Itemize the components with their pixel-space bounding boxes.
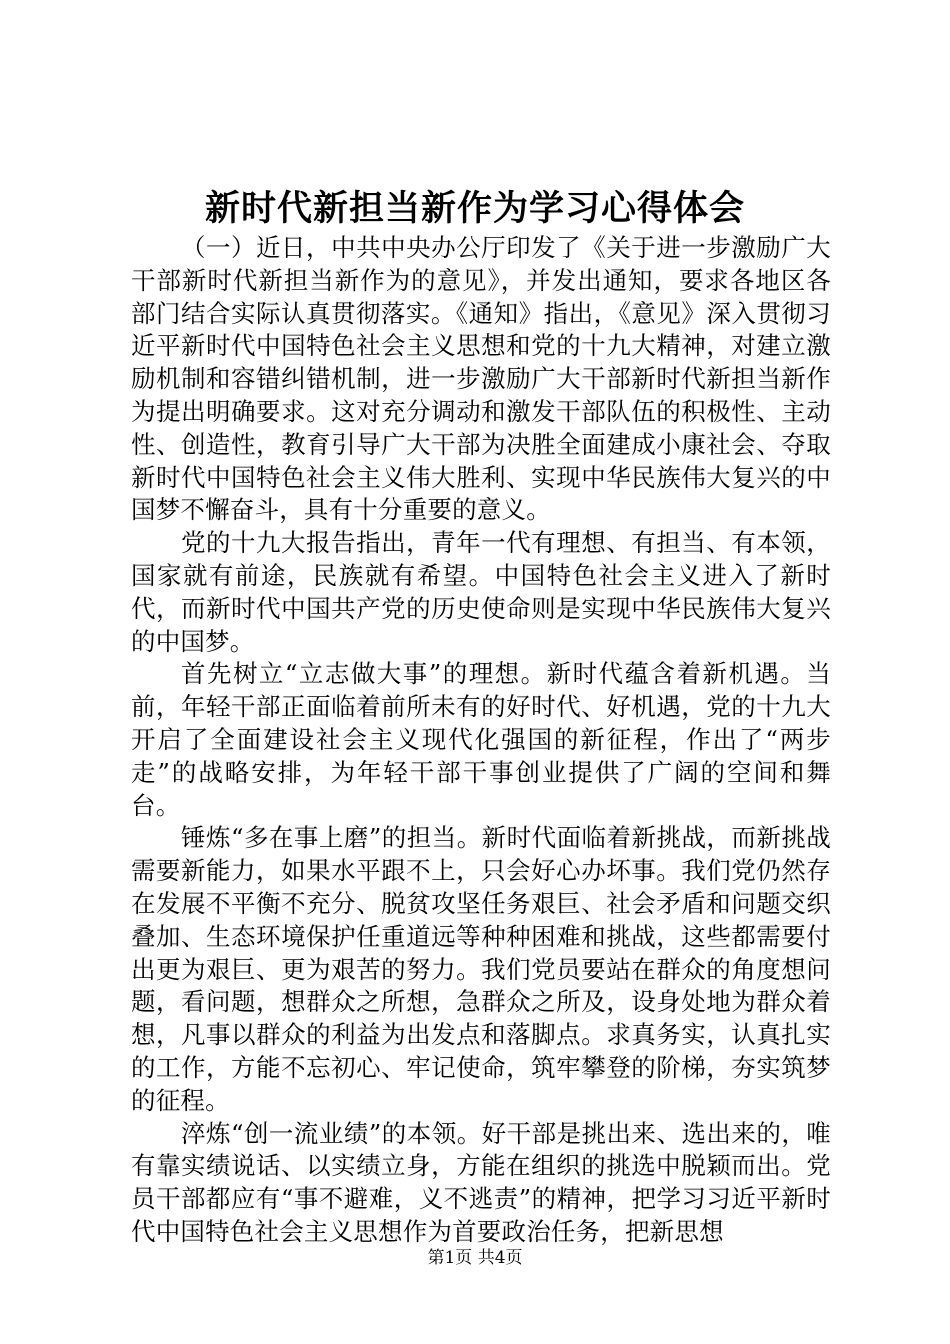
- paragraph: 淬炼“创一流业绩”的本领。好干部是挑出来、选出来的，唯有靠实绩说话、以实绩立身，方能在组织的挑选中脱颖而出。党员干部都应有“事不避难，义不逃责”的精神，把学习习近平新时代中国特色社会主义思想作为首要政治任务，把新思想: [131, 1118, 831, 1246]
- document-title: 新时代新担当新作为学习心得体会: [204, 188, 745, 229]
- paragraph: （一）近日，中共中央办公厅印发了《关于进一步激励广大干部新时代新担当新作为的意见》，并发出通知，要求各地区各部门结合实际认真贯彻落实。《通知》指出，《意见》深入贯彻习近平新时代中国特色社会主义思想和党的十九大精神，对建立激励机制和容错纠错机制，进一步激励广大干部新时代新担当新作为提出明确要求。这对充分调动和激发干部队伍的积极性、主动性、创造性，教育引导广大干部为决胜全面建成小康社会、夺取新时代中国特色社会主义伟大胜利、实现中华民族伟大复兴的中国梦不懈奋斗，具有十分重要的意义。: [131, 233, 831, 525]
- paragraph: 首先树立“立志做大事”的理想。新时代蕴含着新机遇。当前，年轻干部正面临着前所未有的好时代、好机遇，党的十九大开启了全面建设社会主义现代化强国的新征程，作出了“两步走”的战略安排，为年轻干部干事创业提供了广阔的空间和舞台。: [131, 659, 831, 820]
- paragraph: 党的十九大报告指出，青年一代有理想、有担当、有本领，国家就有前途，民族就有希望。中国特色社会主义进入了新时代，而新时代中国共产党的历史使命则是实现中华民族伟大复兴的中国梦。: [131, 528, 831, 656]
- page-number-footer: 第1页 共4页: [427, 1248, 523, 1268]
- paragraph: 锤炼“多在事上磨”的担当。新时代面临着新挑战，而新挑战需要新能力，如果水平跟不上，只会好心办坏事。我们党仍然存在发展不平衡不充分、脱贫攻坚任务艰巨、社会矛盾和问题交织叠加、生态环境保护任重道远等种种困难和挑战，这些都需要付出更为艰巨、更为艰苦的努力。我们党员要站在群众的角度想问题，看问题，想群众之所想，急群众之所及，设身处地为群众着想，凡事以群众的利益为出发点和落脚点。求真务实，认真扎实的工作，方能不忘初心、牢记使命，筑牢攀登的阶梯，夯实筑梦的征程。: [131, 823, 831, 1115]
- document-body: [131, 232, 831, 1249]
